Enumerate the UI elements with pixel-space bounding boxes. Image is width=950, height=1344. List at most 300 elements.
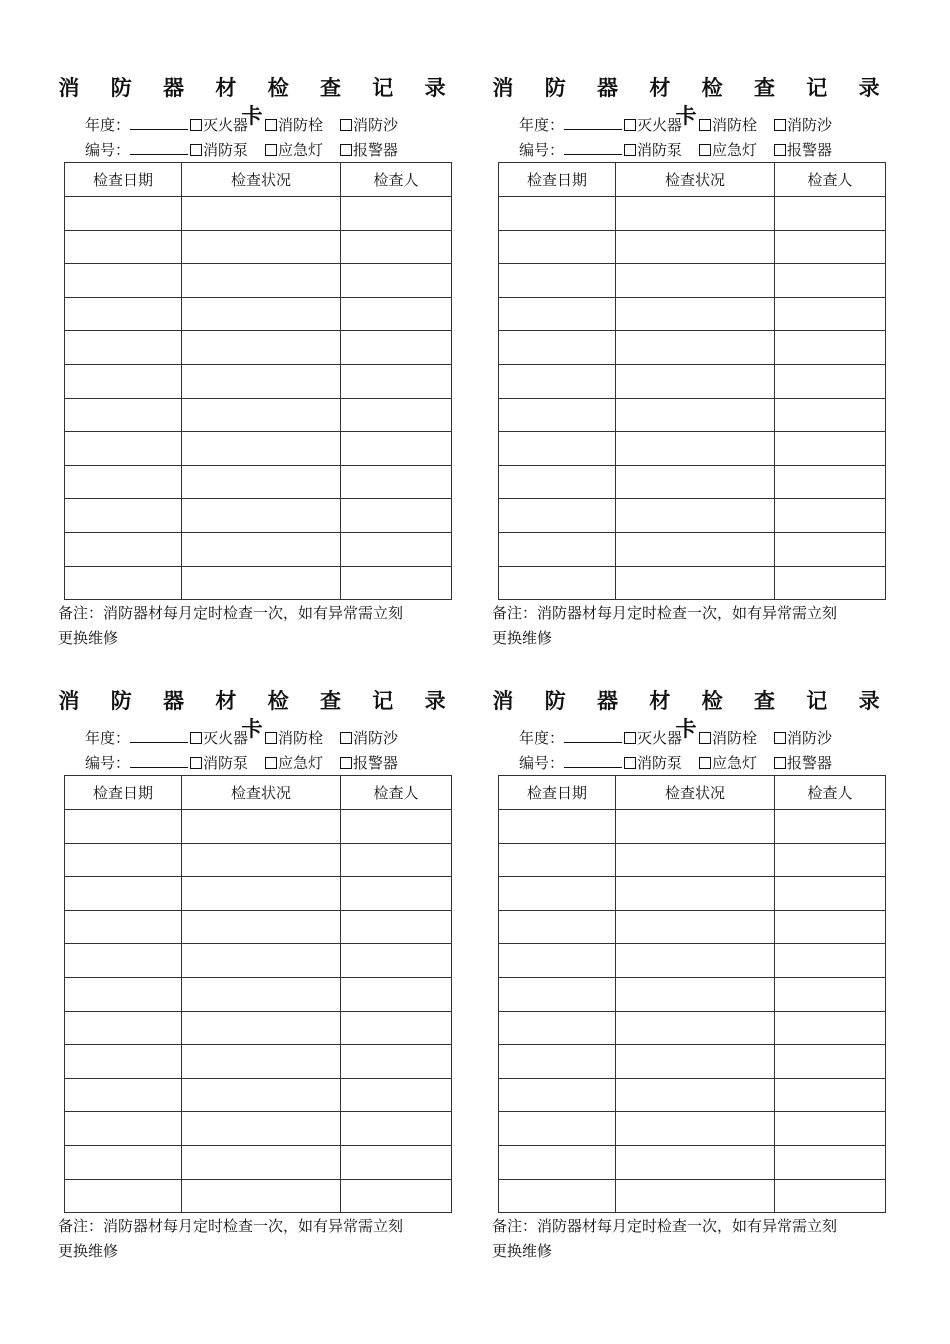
card-title: 消 防 器 材 检 查 记 录 卡 xyxy=(58,76,458,128)
equipment-checkbox-option[interactable] xyxy=(624,115,682,135)
table-cell[interactable] xyxy=(499,1011,616,1045)
table-row xyxy=(65,197,452,231)
table-cell[interactable] xyxy=(616,910,775,944)
checkbox-square-icon[interactable] xyxy=(340,757,352,769)
table-cell[interactable] xyxy=(182,843,341,877)
checkbox-square-icon[interactable] xyxy=(190,144,202,156)
checkbox-label: 消防沙 xyxy=(787,729,833,747)
table-cell[interactable] xyxy=(775,499,886,533)
checkbox-square-icon[interactable] xyxy=(699,144,711,156)
table-cell[interactable] xyxy=(616,432,775,466)
table-cell[interactable] xyxy=(775,331,886,365)
equipment-checkbox-option[interactable] xyxy=(190,140,248,160)
table-cell[interactable] xyxy=(616,398,775,432)
checkbox-square-icon[interactable] xyxy=(699,119,711,131)
checkbox-square-icon[interactable] xyxy=(190,757,202,769)
checkbox-square-icon[interactable] xyxy=(265,144,277,156)
checkbox-square-icon[interactable] xyxy=(265,757,277,769)
table-row xyxy=(65,1011,452,1045)
table-cell[interactable] xyxy=(775,297,886,331)
table-cell[interactable] xyxy=(182,398,341,432)
table-cell[interactable] xyxy=(499,331,616,365)
table-cell[interactable] xyxy=(341,1011,452,1045)
equipment-checkbox-option[interactable] xyxy=(699,728,757,748)
checkbox-square-icon[interactable] xyxy=(624,119,636,131)
table-cell[interactable] xyxy=(182,1112,341,1146)
note-line: 更换维修 xyxy=(58,1242,119,1260)
number-row xyxy=(519,753,832,773)
table-cell[interactable] xyxy=(775,810,886,844)
year-row xyxy=(519,728,832,748)
table-cell[interactable] xyxy=(182,197,341,231)
equipment-checkbox-option[interactable] xyxy=(190,728,248,748)
table-cell[interactable] xyxy=(341,197,452,231)
table-cell[interactable] xyxy=(65,532,182,566)
table-cell[interactable] xyxy=(775,1045,886,1079)
equipment-checkbox-option[interactable] xyxy=(265,115,323,135)
table-cell[interactable] xyxy=(341,264,452,298)
table-row xyxy=(499,1112,886,1146)
table-row xyxy=(65,977,452,1011)
table-cell[interactable] xyxy=(341,843,452,877)
table-cell[interactable] xyxy=(341,331,452,365)
table-cell[interactable] xyxy=(616,944,775,978)
table-cell[interactable] xyxy=(775,566,886,600)
table-cell[interactable] xyxy=(182,1045,341,1079)
checkbox-label: 应急灯 xyxy=(278,754,324,772)
checkbox-label: 灭火器 xyxy=(203,116,249,134)
equipment-checkbox-option[interactable] xyxy=(624,728,682,748)
table-cell[interactable] xyxy=(499,230,616,264)
equipment-checkbox-option[interactable] xyxy=(340,140,398,160)
year-label: 年度： xyxy=(85,729,131,747)
table-cell[interactable] xyxy=(182,977,341,1011)
table-row xyxy=(65,910,452,944)
table-row xyxy=(499,1045,886,1079)
checkbox-square-icon[interactable] xyxy=(190,119,202,131)
equipment-checkbox-option[interactable] xyxy=(774,753,832,773)
inspection-card xyxy=(58,74,458,664)
table-cell[interactable] xyxy=(775,398,886,432)
table-row xyxy=(499,1145,886,1179)
table-cell[interactable] xyxy=(65,877,182,911)
checkbox-square-icon[interactable] xyxy=(190,732,202,744)
table-cell[interactable] xyxy=(499,465,616,499)
table-cell[interactable] xyxy=(182,910,341,944)
checkbox-label: 报警器 xyxy=(353,754,399,772)
inspection-record-table xyxy=(64,775,452,1213)
table-cell[interactable] xyxy=(65,197,182,231)
table-row xyxy=(499,877,886,911)
checkbox-square-icon[interactable] xyxy=(624,732,636,744)
table-cell[interactable] xyxy=(499,364,616,398)
table-cell[interactable] xyxy=(775,197,886,231)
table-cell[interactable] xyxy=(616,1078,775,1112)
table-cell[interactable] xyxy=(341,364,452,398)
table-cell[interactable] xyxy=(775,977,886,1011)
column-header: 检查日期 xyxy=(499,163,616,197)
table-cell[interactable] xyxy=(499,1078,616,1112)
table-cell[interactable] xyxy=(341,1078,452,1112)
equipment-checkbox-option[interactable] xyxy=(699,115,757,135)
equipment-checkbox-option[interactable] xyxy=(624,140,682,160)
column-header: 检查人 xyxy=(341,163,452,197)
table-row xyxy=(499,331,886,365)
table-cell[interactable] xyxy=(499,1112,616,1146)
table-row xyxy=(499,1179,886,1213)
checkbox-square-icon[interactable] xyxy=(774,757,786,769)
table-cell[interactable] xyxy=(775,1112,886,1146)
table-cell[interactable] xyxy=(65,398,182,432)
column-header: 检查日期 xyxy=(499,776,616,810)
table-cell[interactable] xyxy=(341,398,452,432)
table-cell[interactable] xyxy=(182,944,341,978)
column-header: 检查状况 xyxy=(182,776,341,810)
table-cell[interactable] xyxy=(499,499,616,533)
year-blank-field[interactable] xyxy=(130,116,188,130)
table-cell[interactable] xyxy=(616,499,775,533)
checkbox-label: 灭火器 xyxy=(637,729,683,747)
table-cell[interactable] xyxy=(616,532,775,566)
checkbox-square-icon[interactable] xyxy=(265,732,277,744)
inspection-record-table xyxy=(64,162,452,600)
table-cell[interactable] xyxy=(499,810,616,844)
table-cell[interactable] xyxy=(499,1045,616,1079)
table-cell[interactable] xyxy=(65,331,182,365)
equipment-checkbox-option[interactable] xyxy=(699,140,757,160)
equipment-checkbox-option[interactable] xyxy=(340,115,398,135)
equipment-checkbox-option[interactable] xyxy=(699,753,757,773)
year-row xyxy=(85,728,398,748)
card-note xyxy=(58,1214,458,1264)
table-cell[interactable] xyxy=(499,432,616,466)
equipment-checkbox-option[interactable] xyxy=(340,728,398,748)
checkbox-label: 消防泵 xyxy=(203,754,249,772)
table-row xyxy=(65,944,452,978)
checkbox-label: 应急灯 xyxy=(278,141,324,159)
number-label: 编号： xyxy=(85,141,131,159)
table-cell[interactable] xyxy=(616,1045,775,1079)
table-row xyxy=(65,297,452,331)
table-cell[interactable] xyxy=(65,810,182,844)
table-cell[interactable] xyxy=(775,1145,886,1179)
table-cell[interactable] xyxy=(616,331,775,365)
checkbox-label: 报警器 xyxy=(787,754,833,772)
table-row xyxy=(65,230,452,264)
table-cell[interactable] xyxy=(775,364,886,398)
table-cell[interactable] xyxy=(341,944,452,978)
inspection-card xyxy=(58,687,458,1277)
table-cell[interactable] xyxy=(616,1145,775,1179)
column-header: 检查状况 xyxy=(616,776,775,810)
table-cell[interactable] xyxy=(499,297,616,331)
card-note xyxy=(58,601,458,651)
equipment-checkbox-option[interactable] xyxy=(265,728,323,748)
table-cell[interactable] xyxy=(341,1179,452,1213)
number-blank-field[interactable] xyxy=(130,754,188,768)
checkbox-label: 消防栓 xyxy=(278,116,324,134)
table-cell[interactable] xyxy=(775,1078,886,1112)
table-cell[interactable] xyxy=(775,944,886,978)
checkbox-square-icon[interactable] xyxy=(340,119,352,131)
table-cell[interactable] xyxy=(341,910,452,944)
table-cell[interactable] xyxy=(341,432,452,466)
table-cell[interactable] xyxy=(499,1145,616,1179)
note-line: 更换维修 xyxy=(58,629,119,647)
note-line: 更换维修 xyxy=(492,1242,553,1260)
year-row xyxy=(85,115,398,135)
table-cell[interactable] xyxy=(182,499,341,533)
table-row xyxy=(499,810,886,844)
table-cell[interactable] xyxy=(775,264,886,298)
table-cell[interactable] xyxy=(182,532,341,566)
checkbox-square-icon[interactable] xyxy=(624,757,636,769)
table-cell[interactable] xyxy=(182,810,341,844)
table-cell[interactable] xyxy=(65,566,182,600)
year-blank-field[interactable] xyxy=(564,116,622,130)
table-cell[interactable] xyxy=(182,432,341,466)
checkbox-square-icon[interactable] xyxy=(774,119,786,131)
table-cell[interactable] xyxy=(182,465,341,499)
table-cell[interactable] xyxy=(775,532,886,566)
table-cell[interactable] xyxy=(65,1011,182,1045)
table-cell[interactable] xyxy=(499,877,616,911)
table-cell[interactable] xyxy=(341,465,452,499)
table-cell[interactable] xyxy=(65,1078,182,1112)
table-cell[interactable] xyxy=(182,1011,341,1045)
table-cell[interactable] xyxy=(616,1179,775,1213)
number-label: 编号： xyxy=(519,141,565,159)
checkbox-label: 消防栓 xyxy=(278,729,324,747)
year-row xyxy=(519,115,832,135)
checkbox-label: 消防沙 xyxy=(353,729,399,747)
table-row xyxy=(499,197,886,231)
table-row xyxy=(499,566,886,600)
table-cell[interactable] xyxy=(65,944,182,978)
table-cell[interactable] xyxy=(775,1011,886,1045)
table-row xyxy=(65,843,452,877)
table-cell[interactable] xyxy=(182,1078,341,1112)
checkbox-label: 报警器 xyxy=(787,141,833,159)
checkbox-label: 应急灯 xyxy=(712,754,758,772)
table-cell[interactable] xyxy=(341,1145,452,1179)
table-header-row xyxy=(499,163,886,197)
table-row xyxy=(499,532,886,566)
number-label: 编号： xyxy=(85,754,131,772)
table-cell[interactable] xyxy=(65,910,182,944)
number-blank-field[interactable] xyxy=(564,141,622,155)
year-blank-field[interactable] xyxy=(564,729,622,743)
equipment-checkbox-option[interactable] xyxy=(774,728,832,748)
table-cell[interactable] xyxy=(499,264,616,298)
note-line: 备注：消防器材每月定时检查一次，如有异常需立刻 xyxy=(58,1217,404,1235)
number-blank-field[interactable] xyxy=(564,754,622,768)
table-cell[interactable] xyxy=(341,499,452,533)
table-cell[interactable] xyxy=(616,230,775,264)
table-row xyxy=(499,465,886,499)
table-row xyxy=(65,398,452,432)
table-cell[interactable] xyxy=(341,230,452,264)
table-cell[interactable] xyxy=(616,566,775,600)
table-cell[interactable] xyxy=(341,566,452,600)
checkbox-square-icon[interactable] xyxy=(699,732,711,744)
table-cell[interactable] xyxy=(775,877,886,911)
table-cell[interactable] xyxy=(499,910,616,944)
table-cell[interactable] xyxy=(499,843,616,877)
table-row xyxy=(65,465,452,499)
checkbox-label: 消防沙 xyxy=(787,116,833,134)
inspection-card xyxy=(492,74,892,664)
column-header: 检查状况 xyxy=(182,163,341,197)
table-row xyxy=(65,331,452,365)
table-cell[interactable] xyxy=(65,1179,182,1213)
table-cell[interactable] xyxy=(616,843,775,877)
inspection-record-table xyxy=(498,162,886,600)
table-cell[interactable] xyxy=(775,843,886,877)
table-cell[interactable] xyxy=(616,810,775,844)
table-cell[interactable] xyxy=(341,810,452,844)
table-cell[interactable] xyxy=(182,264,341,298)
column-header: 检查人 xyxy=(775,776,886,810)
table-cell[interactable] xyxy=(65,432,182,466)
table-cell[interactable] xyxy=(65,297,182,331)
table-cell[interactable] xyxy=(182,1179,341,1213)
table-cell[interactable] xyxy=(616,977,775,1011)
table-cell[interactable] xyxy=(616,297,775,331)
table-row xyxy=(499,1011,886,1045)
table-cell[interactable] xyxy=(616,1011,775,1045)
table-cell[interactable] xyxy=(65,977,182,1011)
number-label: 编号： xyxy=(519,754,565,772)
number-blank-field[interactable] xyxy=(130,141,188,155)
table-cell[interactable] xyxy=(182,331,341,365)
checkbox-square-icon[interactable] xyxy=(774,732,786,744)
table-row xyxy=(499,499,886,533)
table-cell[interactable] xyxy=(65,843,182,877)
table-header-row xyxy=(65,776,452,810)
table-header-row xyxy=(499,776,886,810)
table-cell[interactable] xyxy=(775,465,886,499)
table-cell[interactable] xyxy=(341,1045,452,1079)
table-cell[interactable] xyxy=(182,230,341,264)
table-cell[interactable] xyxy=(65,264,182,298)
table-cell[interactable] xyxy=(616,465,775,499)
year-label: 年度： xyxy=(85,116,131,134)
table-cell[interactable] xyxy=(616,877,775,911)
table-cell[interactable] xyxy=(499,1179,616,1213)
table-cell[interactable] xyxy=(499,977,616,1011)
equipment-checkbox-option[interactable] xyxy=(265,140,323,160)
table-row xyxy=(65,264,452,298)
card-note xyxy=(492,1214,892,1264)
table-cell[interactable] xyxy=(499,398,616,432)
equipment-checkbox-option[interactable] xyxy=(624,753,682,773)
table-cell[interactable] xyxy=(499,566,616,600)
table-cell[interactable] xyxy=(341,297,452,331)
table-row xyxy=(499,364,886,398)
table-row xyxy=(499,944,886,978)
checkbox-square-icon[interactable] xyxy=(265,119,277,131)
table-cell[interactable] xyxy=(499,944,616,978)
year-blank-field[interactable] xyxy=(130,729,188,743)
checkbox-square-icon[interactable] xyxy=(340,732,352,744)
equipment-checkbox-option[interactable] xyxy=(774,140,832,160)
table-cell[interactable] xyxy=(616,264,775,298)
table-row xyxy=(499,843,886,877)
checkbox-label: 消防栓 xyxy=(712,116,758,134)
table-cell[interactable] xyxy=(341,877,452,911)
table-header-row xyxy=(65,163,452,197)
checkbox-square-icon[interactable] xyxy=(699,757,711,769)
table-cell[interactable] xyxy=(65,364,182,398)
table-cell[interactable] xyxy=(341,532,452,566)
table-cell[interactable] xyxy=(65,499,182,533)
table-row xyxy=(65,1112,452,1146)
table-cell[interactable] xyxy=(775,1179,886,1213)
table-row xyxy=(499,910,886,944)
table-cell[interactable] xyxy=(499,197,616,231)
column-header: 检查状况 xyxy=(616,163,775,197)
equipment-checkbox-option[interactable] xyxy=(190,115,248,135)
table-row xyxy=(65,1045,452,1079)
table-cell[interactable] xyxy=(499,532,616,566)
table-row xyxy=(499,398,886,432)
column-header: 检查日期 xyxy=(65,163,182,197)
inspection-card xyxy=(492,687,892,1277)
table-cell[interactable] xyxy=(775,432,886,466)
equipment-checkbox-option[interactable] xyxy=(774,115,832,135)
table-row xyxy=(499,264,886,298)
table-cell[interactable] xyxy=(182,566,341,600)
table-cell[interactable] xyxy=(775,910,886,944)
table-row xyxy=(499,230,886,264)
table-cell[interactable] xyxy=(182,877,341,911)
table-row xyxy=(65,566,452,600)
table-cell[interactable] xyxy=(616,1112,775,1146)
inspection-record-table xyxy=(498,775,886,1213)
checkbox-label: 消防栓 xyxy=(712,729,758,747)
table-cell[interactable] xyxy=(182,1145,341,1179)
column-header: 检查人 xyxy=(341,776,452,810)
equipment-checkbox-option[interactable] xyxy=(265,753,323,773)
checkbox-label: 消防泵 xyxy=(637,141,683,159)
table-cell[interactable] xyxy=(65,465,182,499)
equipment-checkbox-option[interactable] xyxy=(190,753,248,773)
table-row xyxy=(65,1145,452,1179)
column-header: 检查人 xyxy=(775,163,886,197)
table-cell[interactable] xyxy=(182,297,341,331)
equipment-checkbox-option[interactable] xyxy=(340,753,398,773)
table-cell[interactable] xyxy=(65,230,182,264)
table-row xyxy=(499,1078,886,1112)
checkbox-square-icon[interactable] xyxy=(774,144,786,156)
table-cell[interactable] xyxy=(65,1112,182,1146)
table-row xyxy=(65,532,452,566)
checkbox-square-icon[interactable] xyxy=(624,144,636,156)
table-cell[interactable] xyxy=(182,364,341,398)
table-cell[interactable] xyxy=(65,1145,182,1179)
table-cell[interactable] xyxy=(616,197,775,231)
checkbox-label: 应急灯 xyxy=(712,141,758,159)
checkbox-square-icon[interactable] xyxy=(340,144,352,156)
table-cell[interactable] xyxy=(775,230,886,264)
table-cell[interactable] xyxy=(341,977,452,1011)
checkbox-label: 报警器 xyxy=(353,141,399,159)
table-cell[interactable] xyxy=(65,1045,182,1079)
table-row xyxy=(499,297,886,331)
table-cell[interactable] xyxy=(341,1112,452,1146)
table-cell[interactable] xyxy=(616,364,775,398)
